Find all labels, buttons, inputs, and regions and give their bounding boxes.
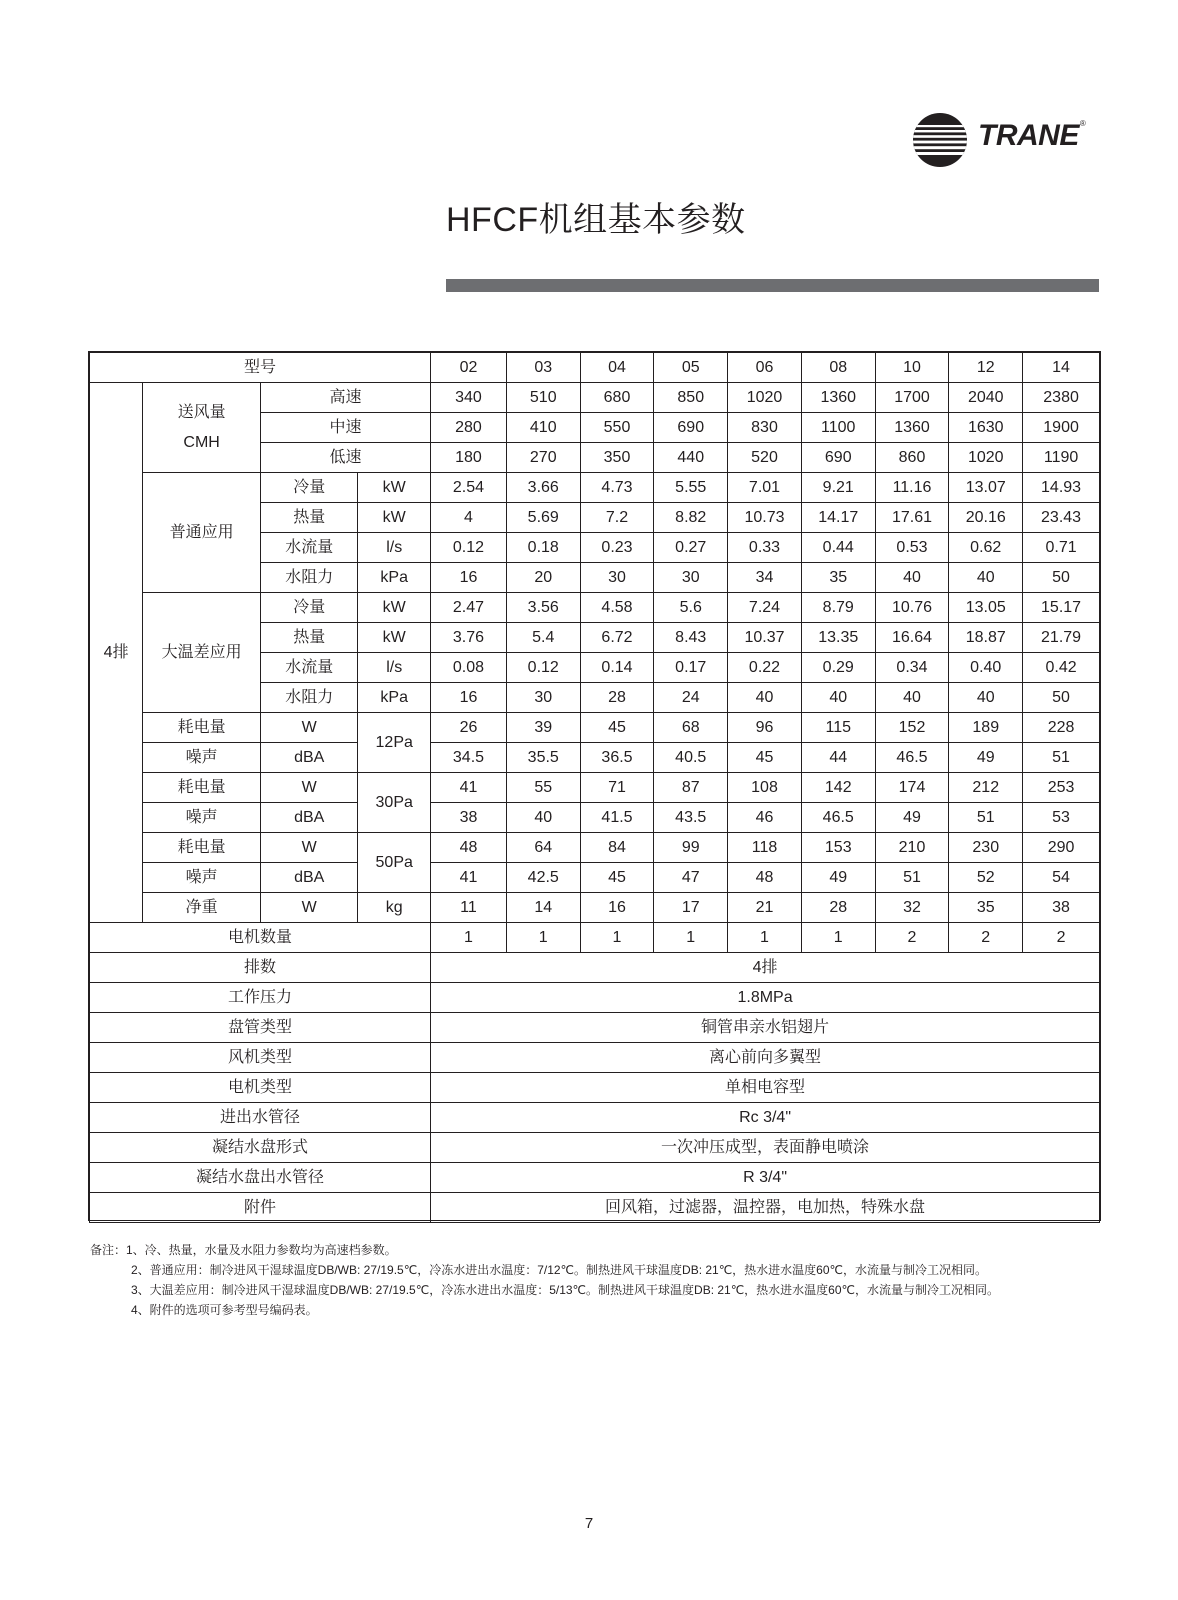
value-cell: 1 — [728, 923, 802, 953]
value-cell: 13.35 — [801, 623, 875, 653]
value-cell: 410 — [506, 413, 580, 443]
value-cell: 2380 — [1023, 383, 1100, 413]
value-cell: 8.79 — [801, 593, 875, 623]
group-label-4-rows: 4排 — [90, 383, 143, 923]
value-cell: 0.22 — [728, 653, 802, 683]
unit-label: W — [261, 893, 358, 923]
value-cell: 1 — [801, 923, 875, 953]
value-cell: 2 — [1023, 923, 1100, 953]
value-cell: 0.17 — [654, 653, 728, 683]
value-cell: 520 — [728, 443, 802, 473]
value-cell: 45 — [580, 713, 654, 743]
value-cell: 28 — [801, 893, 875, 923]
value-cell: 38 — [1023, 893, 1100, 923]
value-cell: 99 — [654, 833, 728, 863]
page-title: HFCF机组基本参数 — [446, 201, 746, 239]
value-cell: 40 — [875, 563, 949, 593]
value-cell: 228 — [1023, 713, 1100, 743]
spec-label: 电机类型 — [90, 1073, 431, 1103]
value-cell: 46.5 — [801, 803, 875, 833]
table-row — [90, 983, 1100, 1013]
note-4: 4、附件的选项可参考型号编码表。 — [131, 1303, 318, 1317]
value-cell: 142 — [801, 773, 875, 803]
spec-label: 凝结水盘出水管径 — [90, 1163, 431, 1193]
airflow-label — [143, 383, 261, 473]
value-cell: 8.82 — [654, 503, 728, 533]
value-cell: 21 — [728, 893, 802, 923]
value-cell: 1 — [431, 923, 507, 953]
value-cell: 860 — [875, 443, 949, 473]
value-cell: 45 — [728, 743, 802, 773]
value-cell: 35 — [949, 893, 1023, 923]
value-cell: 189 — [949, 713, 1023, 743]
spec-value: 1.8MPa — [431, 983, 1100, 1013]
value-cell: 1 — [654, 923, 728, 953]
value-cell: 0.34 — [875, 653, 949, 683]
value-cell: 680 — [580, 383, 654, 413]
value-cell: 1 — [506, 923, 580, 953]
value-cell: 20.16 — [949, 503, 1023, 533]
value-cell: 1 — [580, 923, 654, 953]
value-cell: 45 — [580, 863, 654, 893]
value-cell: 18.87 — [949, 623, 1023, 653]
table-row — [90, 1043, 1100, 1073]
model-number-header: 02 — [431, 353, 507, 383]
unit-label: kPa — [358, 683, 431, 713]
value-cell: 51 — [875, 863, 949, 893]
model-number-header: 10 — [875, 353, 949, 383]
value-cell: 46 — [728, 803, 802, 833]
trane-logo-wordmark: TRANE® — [978, 119, 1086, 152]
value-cell: 290 — [1023, 833, 1100, 863]
value-cell: 2 — [949, 923, 1023, 953]
unit-label: kW — [358, 593, 431, 623]
value-cell: 4.73 — [580, 473, 654, 503]
value-cell: 32 — [875, 893, 949, 923]
trane-logo-icon — [912, 112, 968, 168]
item-label: 水阻力 — [261, 683, 358, 713]
value-cell: 0.27 — [654, 533, 728, 563]
value-cell: 42.5 — [506, 863, 580, 893]
value-cell: 30 — [506, 683, 580, 713]
value-cell: 40 — [949, 683, 1023, 713]
table-row — [90, 1163, 1100, 1193]
value-cell: 48 — [728, 863, 802, 893]
value-cell: 34.5 — [431, 743, 507, 773]
item-label: 耗电量 — [143, 713, 261, 743]
value-cell: 40.5 — [654, 743, 728, 773]
value-cell: 11 — [431, 893, 507, 923]
item-label: 热量 — [261, 623, 358, 653]
value-cell: 40 — [949, 563, 1023, 593]
value-cell: 152 — [875, 713, 949, 743]
value-cell: 14.17 — [801, 503, 875, 533]
value-cell: 20 — [506, 563, 580, 593]
value-cell: 3.66 — [506, 473, 580, 503]
model-number-header: 08 — [801, 353, 875, 383]
value-cell: 5.69 — [506, 503, 580, 533]
unit-label: dBA — [261, 863, 358, 893]
table-row — [90, 833, 1100, 863]
table-row — [90, 1073, 1100, 1103]
spec-label: 排数 — [90, 953, 431, 983]
table-row — [90, 1103, 1100, 1133]
value-cell: 8.43 — [654, 623, 728, 653]
speed-label: 高速 — [261, 383, 431, 413]
value-cell: 690 — [801, 443, 875, 473]
spec-label: 盘管类型 — [90, 1013, 431, 1043]
notes — [90, 1240, 999, 1320]
table-row — [90, 593, 1100, 623]
table-row — [90, 773, 1100, 803]
unit-label: W — [261, 713, 358, 743]
value-cell: 7.24 — [728, 593, 802, 623]
spec-value: R 3/4" — [431, 1163, 1100, 1193]
unit-label: W — [261, 773, 358, 803]
table-row — [90, 893, 1100, 923]
value-cell: 1100 — [801, 413, 875, 443]
value-cell: 9.21 — [801, 473, 875, 503]
value-cell: 55 — [506, 773, 580, 803]
value-cell: 0.44 — [801, 533, 875, 563]
value-cell: 47 — [654, 863, 728, 893]
model-number-header: 03 — [506, 353, 580, 383]
model-number-header: 14 — [1023, 353, 1100, 383]
value-cell: 212 — [949, 773, 1023, 803]
unit-label: kPa — [358, 563, 431, 593]
trane-logo — [912, 112, 1092, 168]
value-cell: 24 — [654, 683, 728, 713]
normal-application-label: 普通应用 — [143, 473, 261, 593]
value-cell: 52 — [949, 863, 1023, 893]
value-cell: 3.76 — [431, 623, 507, 653]
static-pressure-label: 12Pa — [358, 713, 431, 773]
value-cell: 270 — [506, 443, 580, 473]
value-cell: 96 — [728, 713, 802, 743]
spec-table — [89, 352, 1100, 1223]
value-cell: 49 — [875, 803, 949, 833]
value-cell: 0.08 — [431, 653, 507, 683]
value-cell: 49 — [949, 743, 1023, 773]
model-number-header: 12 — [949, 353, 1023, 383]
value-cell: 14 — [506, 893, 580, 923]
spec-value: 4排 — [431, 953, 1100, 983]
value-cell: 850 — [654, 383, 728, 413]
value-cell: 0.40 — [949, 653, 1023, 683]
item-label: 热量 — [261, 503, 358, 533]
table-row — [90, 863, 1100, 893]
value-cell: 830 — [728, 413, 802, 443]
value-cell: 2.47 — [431, 593, 507, 623]
value-cell: 44 — [801, 743, 875, 773]
value-cell: 0.62 — [949, 533, 1023, 563]
value-cell: 40 — [801, 683, 875, 713]
item-label: 噪声 — [143, 743, 261, 773]
item-label: 水流量 — [261, 533, 358, 563]
spec-label: 风机类型 — [90, 1043, 431, 1073]
item-label: 水阻力 — [261, 563, 358, 593]
value-cell: 10.37 — [728, 623, 802, 653]
value-cell: 17.61 — [875, 503, 949, 533]
note-2: 2、普通应用：制冷进风干湿球温度DB/WB: 27/19.5℃，冷冻水进出水温度：7/12℃。制热进风干球温度DB: 21℃，热水进水温度60℃，水流量与制冷工况相同。 — [131, 1263, 988, 1277]
value-cell: 16 — [431, 563, 507, 593]
table-row — [90, 803, 1100, 833]
value-cell: 51 — [1023, 743, 1100, 773]
table-row — [90, 923, 1100, 953]
value-cell: 49 — [801, 863, 875, 893]
spec-label: 进出水管径 — [90, 1103, 431, 1133]
unit-label: kW — [358, 473, 431, 503]
value-cell: 108 — [728, 773, 802, 803]
spec-value: 一次冲压成型，表面静电喷涂 — [431, 1133, 1100, 1163]
value-cell: 1020 — [949, 443, 1023, 473]
value-cell: 115 — [801, 713, 875, 743]
value-cell: 2.54 — [431, 473, 507, 503]
value-cell: 51 — [949, 803, 1023, 833]
value-cell: 230 — [949, 833, 1023, 863]
table-row — [90, 1133, 1100, 1163]
value-cell: 1630 — [949, 413, 1023, 443]
table-row — [90, 713, 1100, 743]
spec-value: 离心前向多翼型 — [431, 1043, 1100, 1073]
value-cell: 87 — [654, 773, 728, 803]
value-cell: 1900 — [1023, 413, 1100, 443]
value-cell: 7.01 — [728, 473, 802, 503]
value-cell: 13.07 — [949, 473, 1023, 503]
speed-label: 中速 — [261, 413, 431, 443]
value-cell: 0.29 — [801, 653, 875, 683]
value-cell: 280 — [431, 413, 507, 443]
table-row — [90, 953, 1100, 983]
unit-label: kW — [358, 623, 431, 653]
table-row — [90, 383, 1100, 413]
table-row — [90, 1193, 1100, 1223]
large-delta-application-label: 大温差应用 — [143, 593, 261, 713]
value-cell: 13.05 — [949, 593, 1023, 623]
item-label: 耗电量 — [143, 833, 261, 863]
value-cell: 1360 — [875, 413, 949, 443]
value-cell: 28 — [580, 683, 654, 713]
airflow-label-text: 送风量 — [177, 403, 226, 421]
value-cell: 30 — [580, 563, 654, 593]
value-cell: 30 — [654, 563, 728, 593]
unit-label: W — [261, 833, 358, 863]
value-cell: 1020 — [728, 383, 802, 413]
value-cell: 53 — [1023, 803, 1100, 833]
static-pressure-label: 30Pa — [358, 773, 431, 833]
value-cell: 0.71 — [1023, 533, 1100, 563]
value-cell: 36.5 — [580, 743, 654, 773]
model-number-header: 04 — [580, 353, 654, 383]
value-cell: 4 — [431, 503, 507, 533]
table-row — [90, 473, 1100, 503]
title-underline-bar — [446, 279, 1099, 292]
value-cell: 350 — [580, 443, 654, 473]
unit-label: dBA — [261, 743, 358, 773]
value-cell: 10.73 — [728, 503, 802, 533]
value-cell: 71 — [580, 773, 654, 803]
value-cell: 11.16 — [875, 473, 949, 503]
model-header: 型号 — [90, 353, 431, 383]
value-cell: 54 — [1023, 863, 1100, 893]
value-cell: 6.72 — [580, 623, 654, 653]
unit-label: kW — [358, 503, 431, 533]
value-cell: 41 — [431, 773, 507, 803]
unit-label: l/s — [358, 533, 431, 563]
value-cell: 48 — [431, 833, 507, 863]
value-cell: 1190 — [1023, 443, 1100, 473]
value-cell: 16.64 — [875, 623, 949, 653]
value-cell: 1700 — [875, 383, 949, 413]
item-label: 冷量 — [261, 593, 358, 623]
spec-value: Rc 3/4" — [431, 1103, 1100, 1133]
value-cell: 2040 — [949, 383, 1023, 413]
value-cell: 4.58 — [580, 593, 654, 623]
value-cell: 174 — [875, 773, 949, 803]
value-cell: 68 — [654, 713, 728, 743]
spec-value: 回风箱，过滤器，温控器，电加热，特殊水盘 — [431, 1193, 1100, 1223]
item-label: 噪声 — [143, 863, 261, 893]
value-cell: 41 — [431, 863, 507, 893]
value-cell: 690 — [654, 413, 728, 443]
spec-value: 单相电容型 — [431, 1073, 1100, 1103]
value-cell: 510 — [506, 383, 580, 413]
value-cell: 153 — [801, 833, 875, 863]
value-cell: 253 — [1023, 773, 1100, 803]
note-3: 3、大温差应用：制冷进风干湿球温度DB/WB: 27/19.5℃，冷冻水进出水温度：5/13℃。制热进风干球温度DB: 21℃，热水进水温度60℃，水流量与制冷工况相同。 — [131, 1283, 1000, 1297]
value-cell: 1360 — [801, 383, 875, 413]
motor-count-label: 电机数量 — [90, 923, 431, 953]
value-cell: 0.12 — [506, 653, 580, 683]
value-cell: 0.14 — [580, 653, 654, 683]
value-cell: 50 — [1023, 563, 1100, 593]
item-label: 冷量 — [261, 473, 358, 503]
value-cell: 43.5 — [654, 803, 728, 833]
item-label: 噪声 — [143, 803, 261, 833]
speed-label: 低速 — [261, 443, 431, 473]
spec-label: 工作压力 — [90, 983, 431, 1013]
value-cell: 340 — [431, 383, 507, 413]
table-row — [90, 353, 1100, 383]
value-cell: 35.5 — [506, 743, 580, 773]
spec-value: 铜管串亲水铝翅片 — [431, 1013, 1100, 1043]
spec-label: 附件 — [90, 1193, 431, 1223]
value-cell: 64 — [506, 833, 580, 863]
value-cell: 5.55 — [654, 473, 728, 503]
value-cell: 15.17 — [1023, 593, 1100, 623]
value-cell: 50 — [1023, 683, 1100, 713]
item-label: 净重 — [143, 893, 261, 923]
value-cell: 46.5 — [875, 743, 949, 773]
table-row — [90, 743, 1100, 773]
value-cell: 14.93 — [1023, 473, 1100, 503]
value-cell: 35 — [801, 563, 875, 593]
value-cell: 2 — [875, 923, 949, 953]
value-cell: 5.6 — [654, 593, 728, 623]
value-cell: 118 — [728, 833, 802, 863]
value-cell: 0.12 — [431, 533, 507, 563]
value-cell: 440 — [654, 443, 728, 473]
value-cell: 180 — [431, 443, 507, 473]
unit-label: l/s — [358, 653, 431, 683]
value-cell: 40 — [506, 803, 580, 833]
model-number-header: 06 — [728, 353, 802, 383]
value-cell: 210 — [875, 833, 949, 863]
unit-label: dBA — [261, 803, 358, 833]
value-cell: 21.79 — [1023, 623, 1100, 653]
value-cell: 84 — [580, 833, 654, 863]
value-cell: 10.76 — [875, 593, 949, 623]
spec-label: 凝结水盘形式 — [90, 1133, 431, 1163]
airflow-unit-text: CMH — [183, 433, 220, 451]
model-number-header: 05 — [654, 353, 728, 383]
value-cell: 41.5 — [580, 803, 654, 833]
unit-label: kg — [358, 893, 431, 923]
value-cell: 34 — [728, 563, 802, 593]
value-cell: 5.4 — [506, 623, 580, 653]
value-cell: 0.33 — [728, 533, 802, 563]
value-cell: 38 — [431, 803, 507, 833]
page-number: 7 — [584, 1515, 594, 1532]
static-pressure-label: 50Pa — [358, 833, 431, 893]
note-1: 备注：1、冷、热量，水量及水阻力参数均为高速档参数。 — [90, 1243, 397, 1257]
value-cell: 39 — [506, 713, 580, 743]
value-cell: 3.56 — [506, 593, 580, 623]
value-cell: 26 — [431, 713, 507, 743]
table-row — [90, 1013, 1100, 1043]
item-label: 水流量 — [261, 653, 358, 683]
value-cell: 0.18 — [506, 533, 580, 563]
item-label: 耗电量 — [143, 773, 261, 803]
value-cell: 0.23 — [580, 533, 654, 563]
value-cell: 16 — [580, 893, 654, 923]
value-cell: 40 — [728, 683, 802, 713]
value-cell: 550 — [580, 413, 654, 443]
value-cell: 0.53 — [875, 533, 949, 563]
value-cell: 17 — [654, 893, 728, 923]
value-cell: 40 — [875, 683, 949, 713]
value-cell: 7.2 — [580, 503, 654, 533]
value-cell: 23.43 — [1023, 503, 1100, 533]
value-cell: 16 — [431, 683, 507, 713]
value-cell: 0.42 — [1023, 653, 1100, 683]
